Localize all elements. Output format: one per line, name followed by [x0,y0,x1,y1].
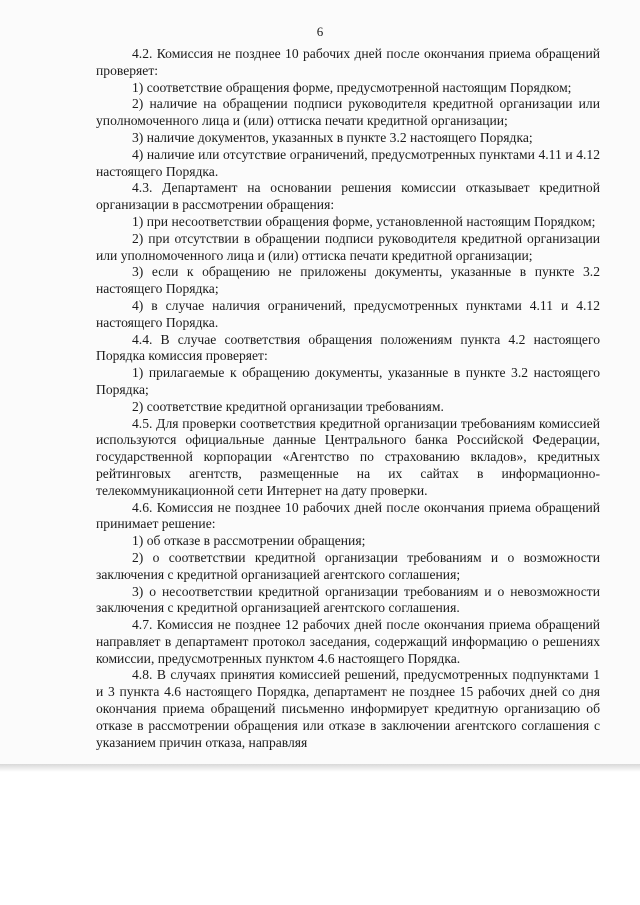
paragraph: 1) при несоответствии обращения форме, установленной настоящим Порядком; [132,213,596,229]
paragraph: 2) наличие на обращении подписи руководителя кредитной организации или уполномоченного лица и (или) оттиска печати кредитной организации; [96,96,600,129]
paragraph: 4.2. Комиссия не позднее 10 рабочих дней после окончания приема обращений проверяет: [96,46,600,78]
document-body [96,46,600,751]
page-number: 6 [316,24,324,39]
paragraph: 2) о соответствии кредитной организации требованиям и о возможности заключения с кредитной организацией агентского соглашения; [96,549,600,582]
paragraph: 4.5. Для проверки соответствия кредитной организации требованиям комиссией используются официальные данные Центрального банка Российской Федерации, государственной корпорации «Агентство по страхованию вкладов», кредитных рейтинговых агентств, размещенные на их сайтах в информационно-телекоммуникационной сети Интернет на дату проверки. [96,415,600,498]
paragraph: 3) о несоответствии кредитной организации требованиям и о невозможности заключения с кредитной организацией агентского соглашения. [96,583,600,616]
paragraph: 4) в случае наличия ограничений, предусмотренных пунктами 4.11 и 4.12 настоящего Порядка. [96,297,600,330]
paragraph: 1) об отказе в рассмотрении обращения; [132,533,366,549]
paragraph: 4.3. Департамент на основании решения комиссии отказывает кредитной организации в рассмотрении обращения: [96,180,600,213]
paragraph: 4.4. В случае соответствия обращения положениям пункта 4.2 настоящего Порядка комиссия проверяет: [96,331,600,364]
paragraph: 4.7. Комиссия не позднее 12 рабочих дней после окончания приема обращений направляет в департамент протокол заседания, содержащий информацию о решениях комиссии, предусмотренных пунктом 4.6 настоящего Порядка. [96,617,600,666]
page-edge-shadow [0,764,640,772]
paragraph: 3) если к обращению не приложены документы, указанные в пункте 3.2 настоящего Порядка; [96,264,600,297]
paragraph: 4.8. В случаях принятия комиссией решений, предусмотренных подпунктами 1 и 3 пункта 4.6 настоящего Порядка, департамент не позднее 15 рабочих дней со дня окончания приема обращений письменно информирует кредитную организацию об отказе в рассмотрении обращения или отказе в заключении агентского соглашения с указанием причин отказа, направляя [96,667,600,750]
paragraph: 1) прилагаемые к обращению документы, указанные в пункте 3.2 настоящего Порядка; [96,365,600,397]
paragraph: 2) соответствие кредитной организации требованиям. [132,398,444,414]
paragraph: 4.6. Комиссия не позднее 10 рабочих дней после окончания приема обращений принимает решение: [96,499,600,532]
paragraph: 1) соответствие обращения форме, предусмотренной настоящим Порядком; [132,79,572,95]
paragraph: 3) наличие документов, указанных в пункте 3.2 настоящего Порядка; [132,129,533,145]
paragraph: 4) наличие или отсутствие ограничений, предусмотренных пунктами 4.11 и 4.12 настоящего Порядка. [96,146,600,179]
paragraph: 2) при отсутствии в обращении подписи руководителя кредитной организации или уполномоченного лица и (или) оттиска печати кредитной организации; [96,230,600,263]
